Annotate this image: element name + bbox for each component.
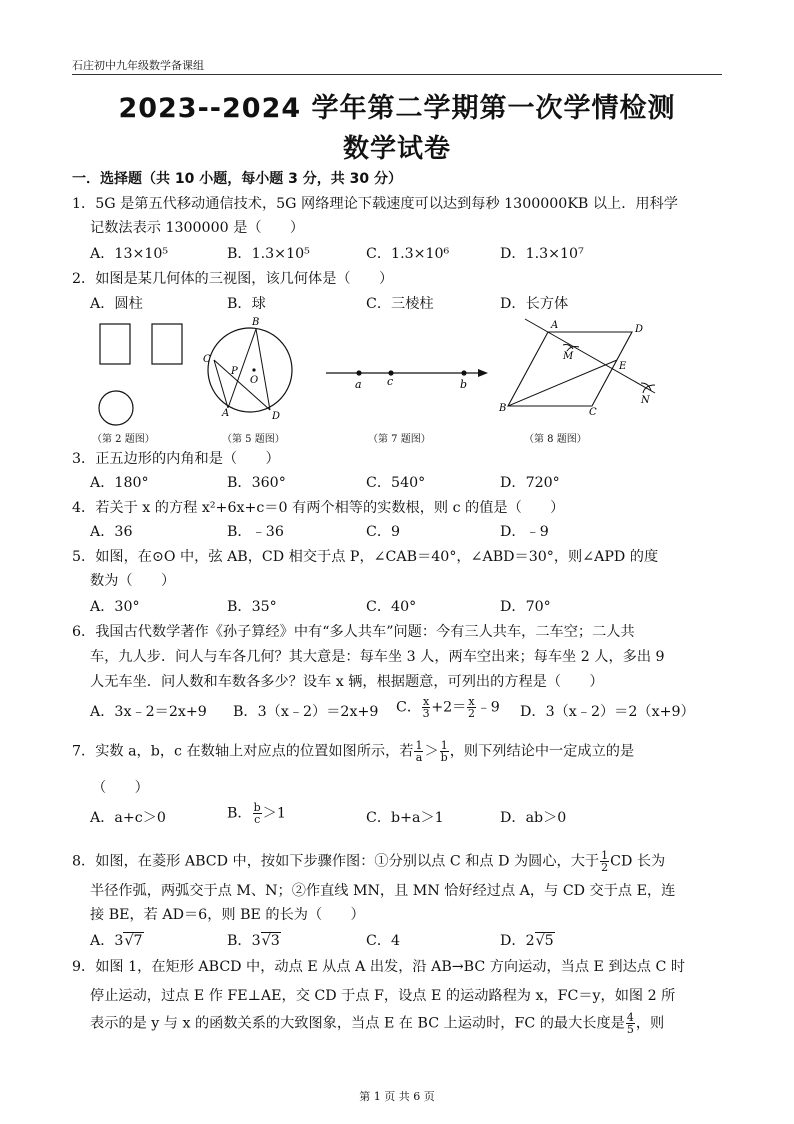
frac-den: 2 xyxy=(601,861,609,874)
q8-a-label: A．3 xyxy=(90,933,124,949)
q7-text-pre: 7．实数 a，b，c 在数轴上对应点的位置如图所示，若 xyxy=(72,743,414,760)
frac-num: x xyxy=(468,695,475,708)
q1-option-d: D．1.3×10⁷ xyxy=(500,246,584,262)
q8-rhombus-figure xyxy=(495,315,675,425)
q1-option-c: C．1.3×10⁶ xyxy=(366,246,450,262)
front-view-rect xyxy=(100,324,130,364)
q9-line3 xyxy=(90,1012,664,1035)
q5-option-b: B．35° xyxy=(227,599,277,615)
label-a: A xyxy=(551,320,559,331)
section-heading: 一．选择题（共 10 小题，每小题 3 分，共 30 分） xyxy=(72,171,402,187)
q6-c-mid: +2＝ xyxy=(431,699,467,716)
q8-line1 xyxy=(72,850,665,873)
q6-c-frac1 xyxy=(422,696,430,719)
q5-line1: 5．如图，在⊙O 中，弦 AB，CD 相交于点 P，∠CAB＝40°，∠ABD＝30°，则∠APD 的度 xyxy=(72,549,659,565)
top-view-circle xyxy=(99,391,133,425)
page-subtitle: 数学试卷 xyxy=(342,134,451,164)
frac-den: 3 xyxy=(422,707,430,720)
point-b xyxy=(461,370,466,375)
q5-option-c: C．40° xyxy=(366,599,417,615)
header-org: 石庄初中九年级数学备课组 xyxy=(72,59,204,72)
q2-option-c: C．三棱柱 xyxy=(366,296,434,312)
q9-frac xyxy=(626,1012,635,1035)
q1-option-b: B．1.3×10⁵ xyxy=(227,246,310,262)
q7-line1 xyxy=(72,740,634,763)
sqrt-5: √5 xyxy=(535,933,554,949)
q7-option-b xyxy=(227,802,286,825)
frac-num: 1 xyxy=(601,849,609,862)
q6-option-b: B．3（x﹣2）＝2x+9 xyxy=(233,704,379,720)
segment-be xyxy=(508,360,617,406)
q4-option-c: C．9 xyxy=(366,524,401,540)
q3-option-c: C．540° xyxy=(366,475,426,491)
side-view-rect xyxy=(152,324,182,364)
q7-b-frac xyxy=(253,802,262,825)
q3-option-d: D．720° xyxy=(500,475,560,491)
label-c: c xyxy=(387,375,394,388)
radicand: 3 xyxy=(270,933,280,949)
q6-c-label: C． xyxy=(396,699,422,716)
page-title: 2023--2024 学年第二学期第一次学情检测 xyxy=(118,93,676,124)
label-a: A xyxy=(222,408,230,419)
q5-option-a: A．30° xyxy=(90,599,140,615)
q6-option-a: A．3x﹣2＝2x+9 xyxy=(90,704,207,720)
chord-bd xyxy=(256,329,270,410)
q7-option-d: D．ab＞0 xyxy=(500,810,567,826)
frac-den: 2 xyxy=(467,707,475,720)
q2-figure-caption: （第 2 题图） xyxy=(92,434,155,445)
sqrt-3: √3 xyxy=(261,933,280,949)
q7-line2: （ ） xyxy=(92,780,149,796)
q2-three-views-figure xyxy=(92,318,192,430)
q8-line2: 半径作弧，两弧交于点 M、N；②作直线 MN，且 MN 恰好经过点 A，与 CD 交于点 E，连 xyxy=(90,883,676,899)
q1-line1: 1．5G 是第五代移动通信技术，5G 网络理论下载速度可以达到每秒 1300000KB 以上．用科学 xyxy=(72,196,678,212)
circle-o xyxy=(208,328,292,412)
q4-option-d: D．﹣9 xyxy=(500,524,549,540)
frac-den: b xyxy=(440,751,448,764)
frac-den: c xyxy=(254,813,261,826)
q9-text-post: ，则 xyxy=(635,1015,665,1032)
center-dot xyxy=(252,368,255,371)
q8-b-label: B．3 xyxy=(227,933,261,949)
q8-figure-caption: （第 8 题图） xyxy=(524,434,587,445)
q8-option-d xyxy=(500,932,555,950)
q6-c-frac2 xyxy=(467,696,475,719)
q5-option-d: D．70° xyxy=(500,599,551,615)
q6-line3: 人无车坐．问人数和车数各多少？设车 x 辆，根据题意，可列出的方程是（ ） xyxy=(90,674,604,690)
q4-option-a: A．36 xyxy=(90,524,133,540)
radicand: 7 xyxy=(133,933,143,949)
q7-option-c: C．b+a＞1 xyxy=(366,810,444,826)
label-d: D xyxy=(635,324,644,335)
frac-num: x xyxy=(423,695,430,708)
q1-option-a: A．13×10⁵ xyxy=(90,246,169,262)
label-c: C xyxy=(203,354,211,365)
q2-option-a: A．圆柱 xyxy=(90,296,143,312)
q8-text-post: CD 长为 xyxy=(610,853,666,870)
frac-num: 4 xyxy=(626,1011,634,1024)
q6-c-post: ﹣9 xyxy=(476,699,500,716)
q9-text-pre: 表示的是 y 与 x 的函数关系的大致图象，当点 E 在 BC 上运动时，FC 的最大长度是 xyxy=(90,1015,625,1032)
q8-frac xyxy=(600,850,609,873)
q7-b-label: B． xyxy=(227,805,252,822)
frac-num: b xyxy=(253,801,261,814)
q1-line2: 记数法表示 1300000 是（ ） xyxy=(90,220,305,236)
q5-circle-figure xyxy=(200,312,300,427)
q6-line1: 6．我国古代数学著作《孙子算经》中有“多人共车”问题：今有三人共车，二车空；二人共 xyxy=(72,624,635,640)
q2-line1: 2．如图是某几何体的三视图，该几何体是（ ） xyxy=(72,271,394,287)
label-m: M xyxy=(563,351,574,362)
label-b: b xyxy=(460,378,468,390)
label-e: E xyxy=(619,361,627,372)
q8-line3: 接 BE，若 AD＝6，则 BE 的长为（ ） xyxy=(90,907,365,923)
q9-line1: 9．如图 1，在矩形 ABCD 中，动点 E 从点 A 出发，沿 AB→BC 方向运动，当点 E 到达点 C 时 xyxy=(72,959,686,975)
q7-frac-1a xyxy=(414,740,423,763)
label-c: C xyxy=(589,407,597,418)
label-p: P xyxy=(231,366,238,377)
label-b: B xyxy=(499,403,507,414)
frac-num: 1 xyxy=(415,739,423,752)
label-d: D xyxy=(272,411,281,422)
q7-figure-caption: （第 7 题图） xyxy=(368,434,431,445)
label-n: N xyxy=(641,395,650,406)
q7-number-line-figure xyxy=(322,362,492,390)
point-a xyxy=(356,370,361,375)
q3-line1: 3．正五边形的内角和是（ ） xyxy=(72,451,280,467)
q8-option-b xyxy=(227,932,281,950)
q7-option-a: A．a+c＞0 xyxy=(90,810,166,826)
frac-den: 5 xyxy=(626,1023,634,1036)
arrow-head xyxy=(478,369,488,377)
q2-option-b: B．球 xyxy=(227,296,266,312)
q3-option-b: B．360° xyxy=(227,475,286,491)
q5-line2: 数为（ ） xyxy=(90,573,176,589)
q4-option-b: B．﹣36 xyxy=(227,524,284,540)
page-footer: 第 1 页 共 6 页 xyxy=(359,1090,435,1103)
sqrt-7: √7 xyxy=(124,933,143,949)
q8-d-label: D．2 xyxy=(500,933,535,949)
q7-b-post: ＞1 xyxy=(262,805,286,822)
q6-line2: 车，九人步．问人与车各几何？其大意是：每车坐 3 人，两车空出来；每车坐 2 人，多出 9 xyxy=(90,649,665,665)
label-a: a xyxy=(355,378,362,390)
q7-text-post: ，则下列结论中一定成立的是 xyxy=(449,743,635,760)
frac-num: 1 xyxy=(440,739,448,752)
label-o: O xyxy=(250,375,259,386)
radicand: 5 xyxy=(544,933,554,949)
q4-line1: 4．若关于 x 的方程 x²+6x+c＝0 有两个相等的实数根，则 c 的值是（ ） xyxy=(72,500,565,516)
q8-text-pre: 8．如图，在菱形 ABCD 中，按如下步骤作图：①分别以点 C 和点 D 为圆心，大于 xyxy=(72,853,600,870)
header-rule xyxy=(72,74,722,75)
q3-option-a: A．180° xyxy=(90,475,149,491)
q2-option-d: D．长方体 xyxy=(500,296,569,312)
q8-option-a xyxy=(90,932,144,950)
q9-line2: 停止运动，过点 E 作 FE⊥AE，交 CD 于点 F，设点 E 的运动路程为 x，FC＝y，如图 2 所 xyxy=(90,988,676,1004)
q7-gt: ＞ xyxy=(424,743,439,760)
q5-figure-caption: （第 5 题图） xyxy=(222,434,285,445)
label-b: B xyxy=(252,317,260,328)
q8-option-c: C．4 xyxy=(366,933,401,949)
q7-frac-1b xyxy=(440,740,449,763)
q6-option-d: D．3（x﹣2）＝2（x+9） xyxy=(520,704,695,720)
frac-den: a xyxy=(415,751,423,764)
q6-option-c xyxy=(396,696,500,719)
